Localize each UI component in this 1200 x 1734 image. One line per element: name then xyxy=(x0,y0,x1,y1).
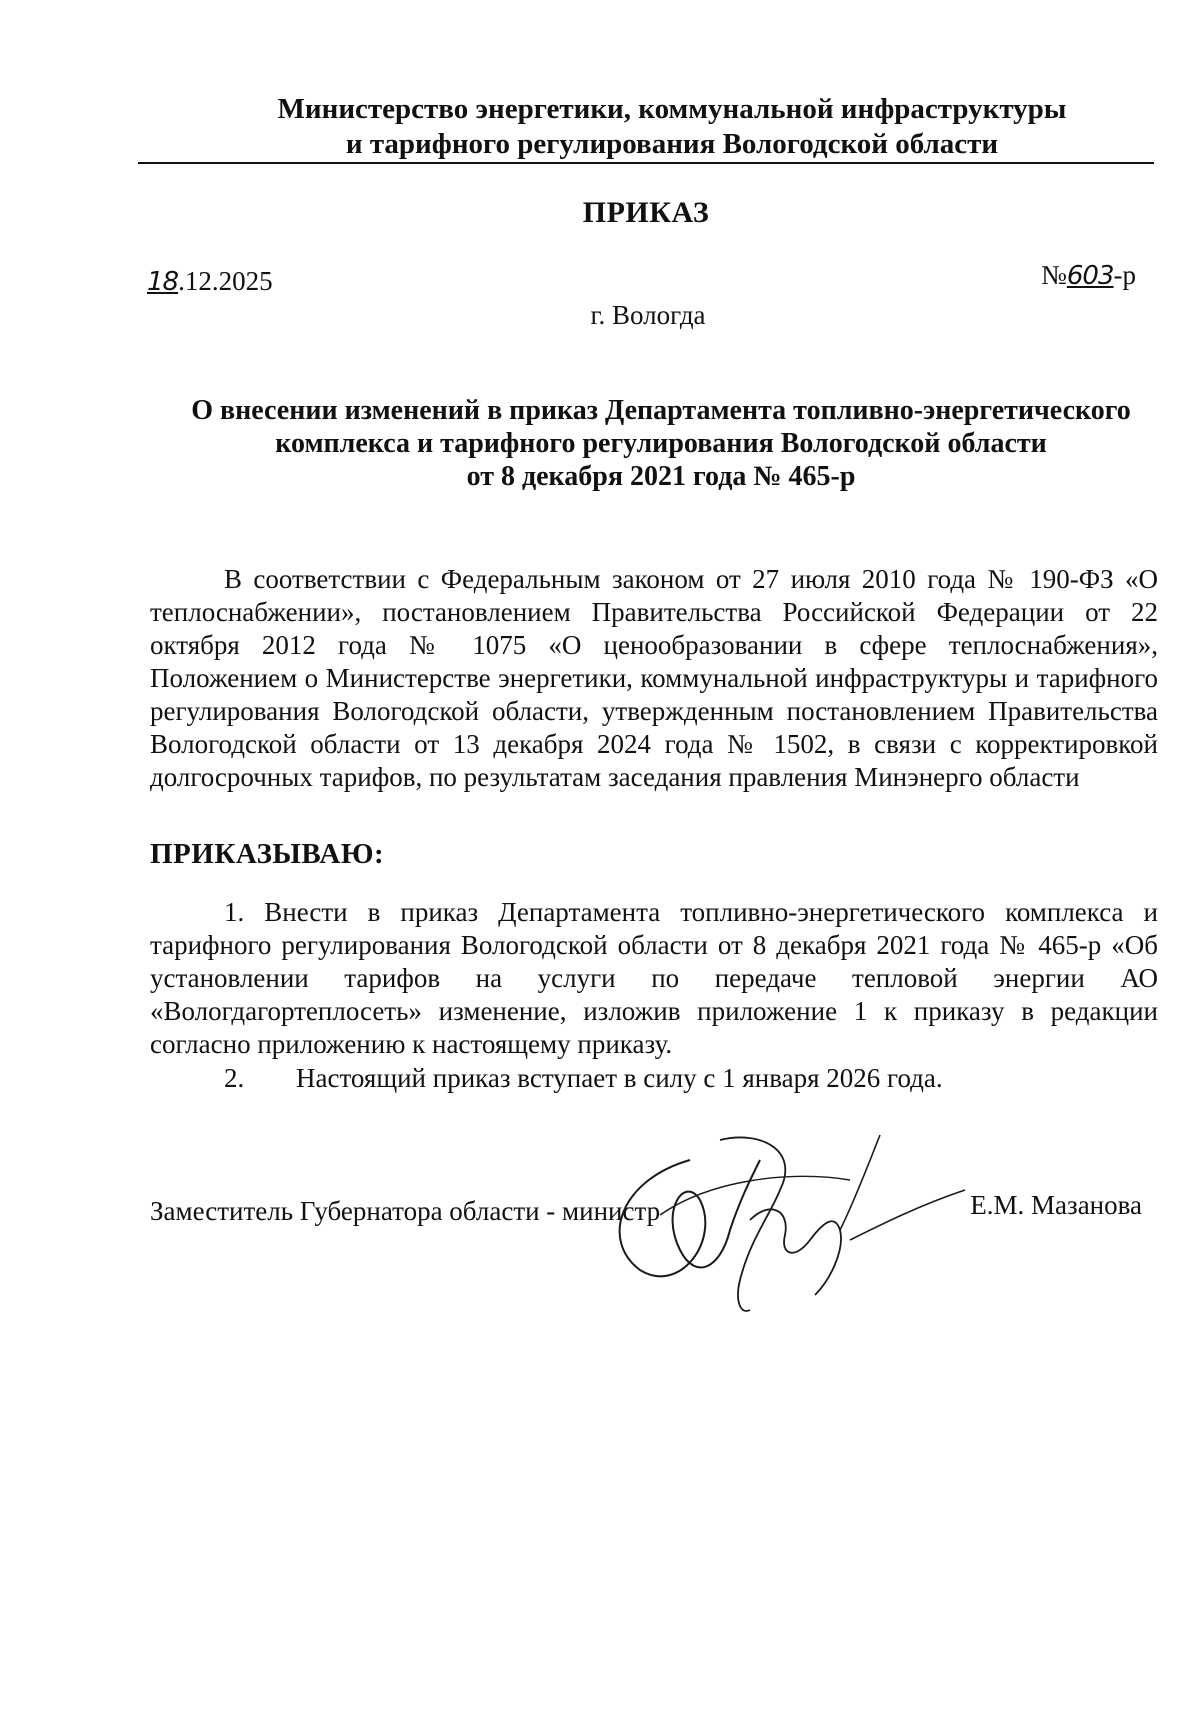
subject-line3: от 8 декабря 2021 года № 465-р xyxy=(466,461,856,492)
ministry-header-line2: и тарифного регулирования Вологодской области xyxy=(345,128,999,160)
document-date xyxy=(147,266,273,297)
header-divider xyxy=(138,162,1154,164)
number-handwritten: 603 xyxy=(1066,261,1114,291)
number-prefix: № xyxy=(1041,260,1067,290)
document-subject xyxy=(140,394,1172,493)
preamble-text: В соответствии с Федеральным законом от 27 июля 2010 года № 190-ФЗ «О теплоснабжении», постановлением Правительства Российской Федерации от 22 октября 2012 года № 1075 «О ценообразовании в сфере теплоснабжения», Положением о Министерстве энергетики, коммунальной инфраструктуры и тарифного регулирования Вологодской области, утвержденным постановлением Правительства Вологодской области от 13 декабря 2024 года № 1502, в связи с корректировкой долгосрочных тарифов, по результатам заседания правления Минэнерго области xyxy=(150,564,1158,792)
ministry-header-line1: Министерство энергетики, коммунальной инфраструктуры xyxy=(277,93,1067,125)
order-item-2-number: 2. xyxy=(224,1063,245,1093)
document-city: г. Вологда xyxy=(590,300,706,330)
document-title: ПРИКАЗ xyxy=(582,196,710,229)
ministry-header xyxy=(140,92,1182,162)
signer-name: Е.М. Мазанова xyxy=(970,1190,1142,1220)
date-rest: .12.2025 xyxy=(178,266,273,296)
subject-line1: О внесении изменений в приказ Департамента топливно-энергетического xyxy=(191,395,1131,426)
order-item-1-text: 1. Внести в приказ Департамента топливно-энергетического комплекса и тарифного регулирования Вологодской области от 8 декабря 2021 года № 465-р «Об установлении тарифов на услуги по передаче тепловой энергии АО «Вологдагортеплосеть» изменение, изложив приложение 1 к приказу в редакции согласно приложению к настоящему приказу. xyxy=(150,897,1158,1059)
order-item-1 xyxy=(150,896,1158,1061)
handwritten-signature xyxy=(600,1120,970,1320)
preamble-paragraph xyxy=(150,563,1158,794)
signer-title: Заместитель Губернатора области - министр xyxy=(150,1196,661,1226)
number-suffix: -р xyxy=(1113,260,1136,290)
document-number xyxy=(1041,260,1136,291)
subject-line2: комплекса и тарифного регулирования Вологодской области xyxy=(275,428,1047,459)
date-day-handwritten: 18 xyxy=(147,267,179,297)
order-word: ПРИКАЗЫВАЮ: xyxy=(150,838,385,870)
order-item-2 xyxy=(224,1063,943,1094)
order-item-2-text: Настоящий приказ вступает в силу с 1 января 2026 года. xyxy=(296,1063,943,1093)
